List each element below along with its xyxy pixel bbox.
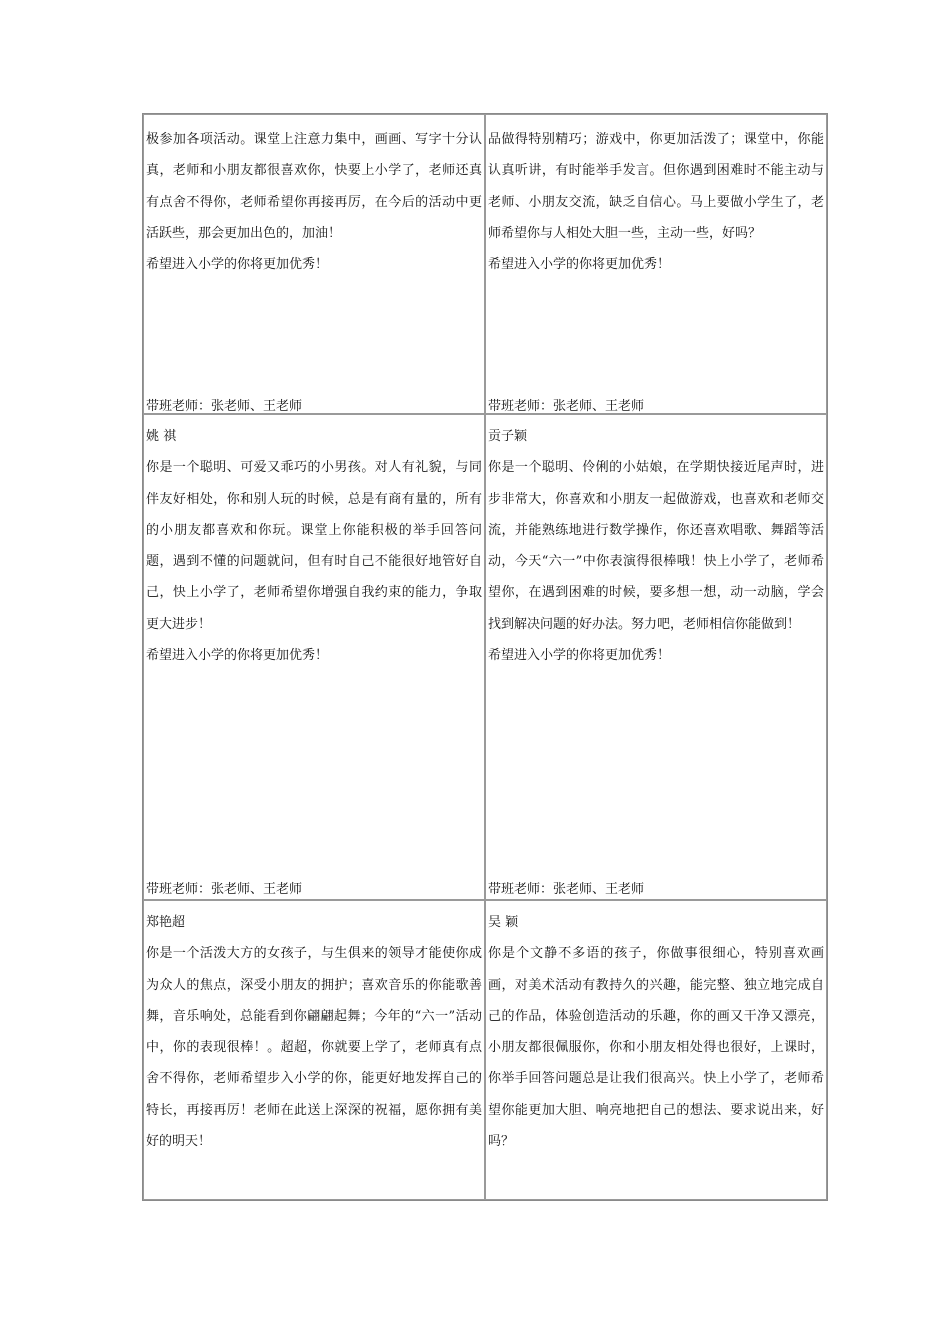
comment-text: 你是一个聪明、伶俐的小姑娘，在学期快接近尾声时，进步非常大，你喜欢和小朋友一起做游戏，也喜欢和老师交流，并能熟练地进行数学操作，你还喜欢唱歌、舞蹈等活动，今天“六一”中你表演得很棒哦！快上小学了，老师希望你，在遇到困难的时候，要多想一想，动一动脑，学会找到解决问题的好办法。努力吧，老师相信你能做到！: [488, 460, 824, 632]
comment-table: [142, 113, 828, 1201]
comment-text: 极参加各项活动。课堂上注意力集中，画画、写字十分认真，老师和小朋友都很喜欢你，快要上小学了，老师还真有点舍不得你，老师希望你再接再厉，在今后的活动中更活跃些，那会更加出色的，加油！: [146, 132, 482, 241]
comment-text: 你是一个活泼大方的女孩子，与生俱来的领导才能使你成为众人的焦点，深受小朋友的拥护；喜欢音乐的你能歌善舞，音乐响处，总能看到你翩翩起舞；今年的“六一”活动中，你的表现很棒！。超超，你就要上学了，老师真有点舍不得你，老师希望步入小学的你，能更好地发挥自己的特长，再接再厉！老师在此送上深深的祝福，愿你拥有美好的明天！: [146, 946, 482, 1150]
comment-card: [143, 114, 485, 414]
comment-text: 品做得特别精巧；游戏中，你更加活泼了；课堂中，你能认真听讲，有时能举手发言。但你遇到困难时不能主动与老师、小朋友交流，缺乏自信心。马上要做小学生了，老师希望你与人相处大胆一些，主动一些，好吗？: [488, 132, 824, 241]
comment-card: [485, 900, 827, 1200]
wish-text: 希望进入小学的你将更加优秀！: [488, 257, 671, 273]
comment-card: [143, 900, 485, 1200]
teacher-signature: 带班老师：张老师、王老师: [146, 881, 303, 897]
student-name: 吴 颖: [488, 915, 519, 930]
table-row: [143, 900, 827, 1200]
comment-card: [485, 414, 827, 900]
comment-text: 你是一个聪明、可爱又乖巧的小男孩。对人有礼貌，与同伴友好相处，你和别人玩的时候，总是有商有量的，所有的小朋友都喜欢和你玩。课堂上你能积极的举手回答问题，遇到不懂的问题就问，但有时自己不能很好地管好自己，快上小学了，老师希望你增强自我约束的能力，争取更大进步！: [146, 460, 482, 632]
wish-text: 希望进入小学的你将更加优秀！: [146, 648, 329, 664]
comment-card: [143, 414, 485, 900]
wish-text: 希望进入小学的你将更加优秀！: [488, 648, 671, 664]
table-row: [143, 114, 827, 414]
table-row: [143, 414, 827, 900]
student-name: 郑艳超: [146, 915, 186, 930]
comment-text: 你是个文静不多语的孩子，你做事很细心，特别喜欢画画，对美术活动有教持久的兴趣，能完整、独立地完成自己的作品，体验创造活动的乐趣，你的画又干净又漂亮，小朋友都很佩服你，你和小朋友相处得也很好，上课时，你举手回答问题总是让我们很高兴。快上小学了，老师希望你能更加大胆、响亮地把自己的想法、要求说出来，好吗？: [488, 946, 824, 1150]
teacher-signature: 带班老师：张老师、王老师: [488, 398, 645, 414]
wish-text: 希望进入小学的你将更加优秀！: [146, 257, 329, 273]
teacher-signature: 带班老师：张老师、王老师: [488, 881, 645, 897]
student-name: 姚 祺: [146, 429, 177, 444]
comment-card-sheet: [142, 113, 828, 1201]
student-name: 贡子颖: [488, 429, 528, 444]
teacher-signature: 带班老师：张老师、王老师: [146, 398, 303, 414]
comment-card: [485, 114, 827, 414]
